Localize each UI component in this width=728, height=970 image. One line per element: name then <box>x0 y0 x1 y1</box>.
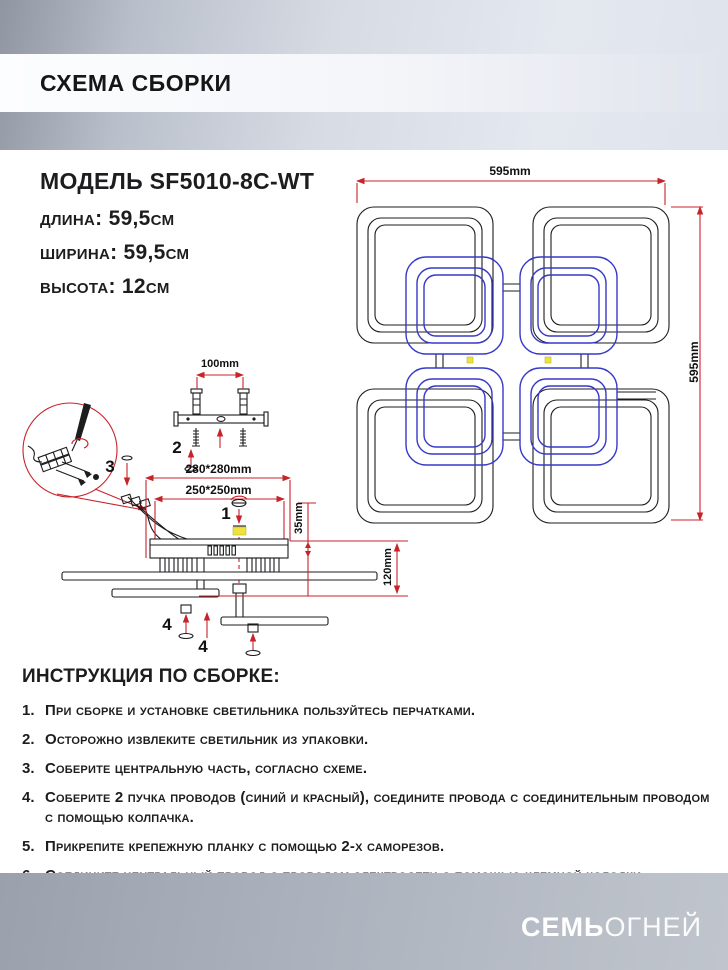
callout-2: 2 <box>172 438 182 457</box>
instruction-item: 2. Осторожно извлеките светильник из упаковки. <box>22 731 369 748</box>
mounting-bracket <box>174 389 268 426</box>
footer-band <box>0 873 728 970</box>
callout-4a: 4 <box>162 615 172 634</box>
led-square-rings <box>406 257 617 465</box>
assembly-drawing <box>0 350 430 670</box>
model-info <box>40 168 314 309</box>
canopy-body <box>150 539 288 558</box>
screwdriver-icon <box>72 403 91 451</box>
instructions-title: ИНСТРУКЦИЯ ПО СБОРКЕ: <box>22 666 280 687</box>
content-panel <box>0 150 728 873</box>
callout-1: 1 <box>221 504 231 523</box>
dim-bracket-label: 100mm <box>201 358 239 370</box>
arms <box>62 558 377 625</box>
dim-outer-plate-label: 280*280mm <box>185 462 252 476</box>
assembly-instructions <box>22 666 714 895</box>
header-band <box>0 0 728 150</box>
terminal-block-sketch <box>38 447 71 471</box>
dim-canopy-height-label: 35mm <box>293 502 305 534</box>
brand-logo <box>521 912 702 943</box>
wires <box>128 497 190 540</box>
led-dot-icon <box>467 357 473 363</box>
spec-height: высота: 12см <box>40 275 170 298</box>
wire-arrows <box>28 446 99 486</box>
instruction-item: 1. При сборке и установке светильника пользуйтесь перчатками. <box>22 702 476 719</box>
dim-inner-plate-label: 250*250mm <box>185 483 252 497</box>
dim-fixture-height-label: 120mm <box>382 548 394 586</box>
led-dot-icon <box>545 357 551 363</box>
instruction-item: 4. Соберите 2 пучка проводов (синий и красный), соедините провода с соединительным проводом с помощью колпачка. <box>22 789 710 826</box>
title-strip <box>0 54 728 112</box>
callout-3: 3 <box>105 457 115 476</box>
instruction-item: 5. Прикрепите крепежную планку с помощью 2-х саморезов. <box>22 838 445 855</box>
screw-icon <box>231 496 247 523</box>
bracket-dimension <box>197 375 243 389</box>
assembly-diagram <box>0 350 430 670</box>
dim-height-label: 595mm <box>687 341 701 383</box>
brand-bold: СЕМЬ <box>521 912 605 942</box>
spec-width: ширина: 59,5см <box>40 241 190 264</box>
page-title: СХЕМА СБОРКИ <box>40 69 232 96</box>
instruction-item: 3. Соберите центральную часть, согласно схеме. <box>22 760 368 777</box>
gasket-pad <box>233 527 246 535</box>
brand-light: ОГНЕЙ <box>604 912 702 942</box>
spec-length: длина: 59,5см <box>40 207 175 230</box>
dim-width-label: 595mm <box>489 164 531 178</box>
screw-icon <box>179 605 260 656</box>
model-title: МОДЕЛЬ SF5010-8C-WT <box>40 168 315 194</box>
callout-4b: 4 <box>198 637 208 656</box>
canopy-fins <box>160 558 279 573</box>
screw-icon <box>122 456 132 485</box>
